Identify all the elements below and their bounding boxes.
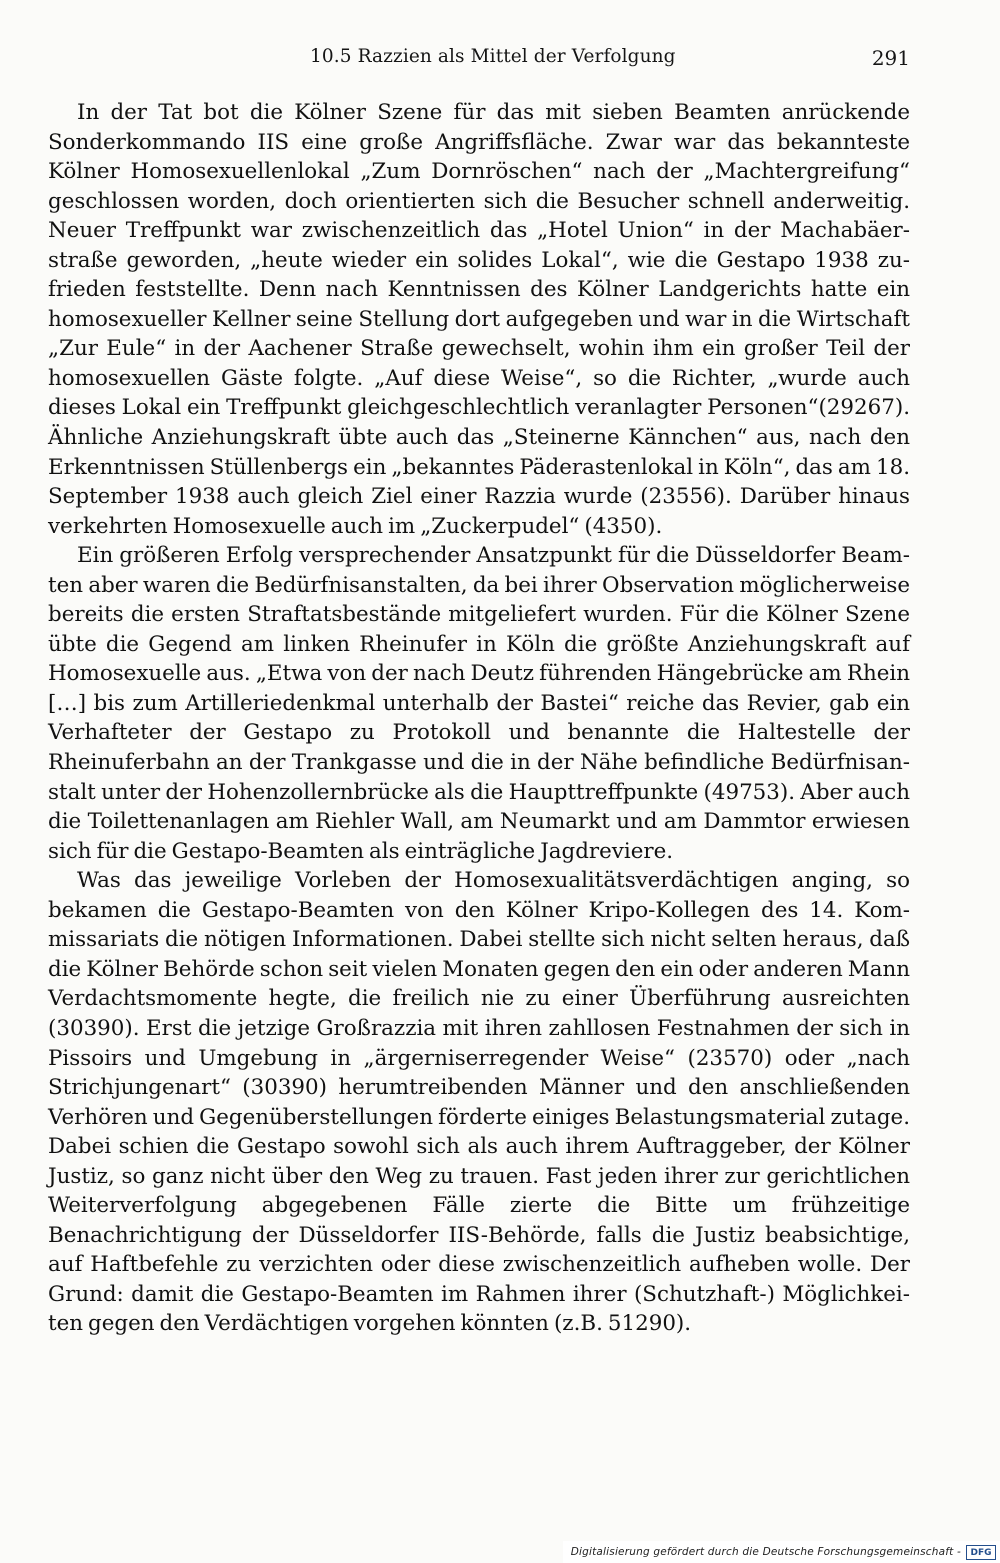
running-title: 10.5 Razzien als Mittel der Verfolgung [310, 46, 676, 67]
paragraph: Was das jeweilige Vorleben der Homosexualitätsverdächtigen anging, so bekamen die Gestapo-Beamten von den Kölner Kripo-Kollegen des 14. Kommissariats die nötigen Informationen. Dabei stellte sich nicht selten heraus, daß die Kölner Behörde schon seit vielen Monaten gegen den ein oder anderen Mann Verdachtsmomente hegte, die freilich nie zu einer Überführung ausreichten (30390). Erst die jetzige Großrazzia mit ihren zahllosen Festnahmen der sich in Pissoirs und Umgebung in „ärgerniserregender Weise“ (23570) oder „nach Strichjungenart“ (30390) herumtreibenden Männer und den anschließenden Verhören und Gegenüberstellungen förderte einiges Belastungsmaterial zutage. Dabei schien die Gestapo sowohl sich als auch ihrem Auftraggeber, der Kölner Justiz, so ganz nicht über den Weg zu trauen. Fast jeden ihrer zur gerichtlichen Weiterverfolgung abgegebenen Fälle zierte die Bitte um frühzeitige Benachrichtigung der Düsseldorfer IIS-Behörde, falls die Justiz beabsichtige, auf Haftbefehle zu verzichten oder diese zwischenzeitlich aufheben wolle. Der Grund: damit die Gestapo-Beamten im Rahmen ihrer (Schutzhaft-) Möglichkeiten gegen den Verdächtigen vorgehen könnten (z.B. 51290). [48, 868, 910, 1337]
dfg-logo-icon: DFG [966, 1545, 996, 1560]
running-head [48, 42, 910, 74]
digitization-note: Digitalisierung gefördert durch die Deutsche Forschungsgemeinschaft - [570, 1546, 961, 1558]
page-number: 291 [871, 46, 910, 70]
paragraph: Ein größeren Erfolg versprechender Ansatzpunkt für die Düsseldorfer Beamten aber waren die Bedürfnisanstalten, da bei ihrer Observation möglicherweise bereits die ersten Straftatsbestände mitgeliefert wurden. Für die Kölner Szene übte die Gegend am linken Rheinufer in Köln die größte Anziehungskraft auf Homosexuelle aus. „Etwa von der nach Deutz führenden Hängebrücke am Rhein […] bis zum Artilleriedenkmal unterhalb der Bastei“ reiche das Revier, gab ein Verhafteter der Gestapo zu Protokoll und benannte die Haltestelle der Rheinuferbahn an der Trankgasse und die in der Nähe befindliche Bedürfnisanstalt unter der Hohenzollernbrücke als die Haupttreffpunkte (49753). Aber auch die Toilettenanlagen am Riehler Wall, am Neumarkt und am Dammtor erwiesen sich für die Gestapo-Beamten als einträgliche Jagdreviere. [48, 543, 910, 864]
paragraph: In der Tat bot die Kölner Szene für das mit sieben Beamten anrückende Sonderkommando IIS eine große Angriffsfläche. Zwar war das bekannteste Kölner Homosexuellenlokal „Zum Dornröschen“ nach der „Machtergreifung“ geschlossen worden, doch orientierten sich die Besucher schnell anderweitig. Neuer Treffpunkt war zwischenzeitlich das „Hotel Union“ in der Machabäerstraße geworden, „heute wieder ein solides Lokal“, wie die Gestapo 1938 zufrieden feststellte. Denn nach Kenntnissen des Kölner Landgerichts hatte ein homosexueller Kellner seine Stellung dort aufgegeben und war in die Wirtschaft „Zur Eule“ in der Aachener Straße gewechselt, wohin ihm ein großer Teil der homosexuellen Gäste folgte. „Auf diese Weise“, so die Richter, „wurde auch dieses Lokal ein Treffpunkt gleichgeschlechtlich veranlagter Personen“(29267). Ähnliche Anziehungskraft übte auch das „Steinerne Kännchen“ aus, nach den Erkenntnissen Stüllenbergs ein „bekanntes Päderastenlokal in Köln“, das am 18. September 1938 auch gleich Ziel einer Razzia wurde (23556). Darüber hinaus verkehrten Homosexuelle auch im „Zuckerpudel“ (4350). [48, 100, 910, 539]
digitization-footer [563, 1541, 1000, 1563]
body-text [48, 98, 910, 1339]
